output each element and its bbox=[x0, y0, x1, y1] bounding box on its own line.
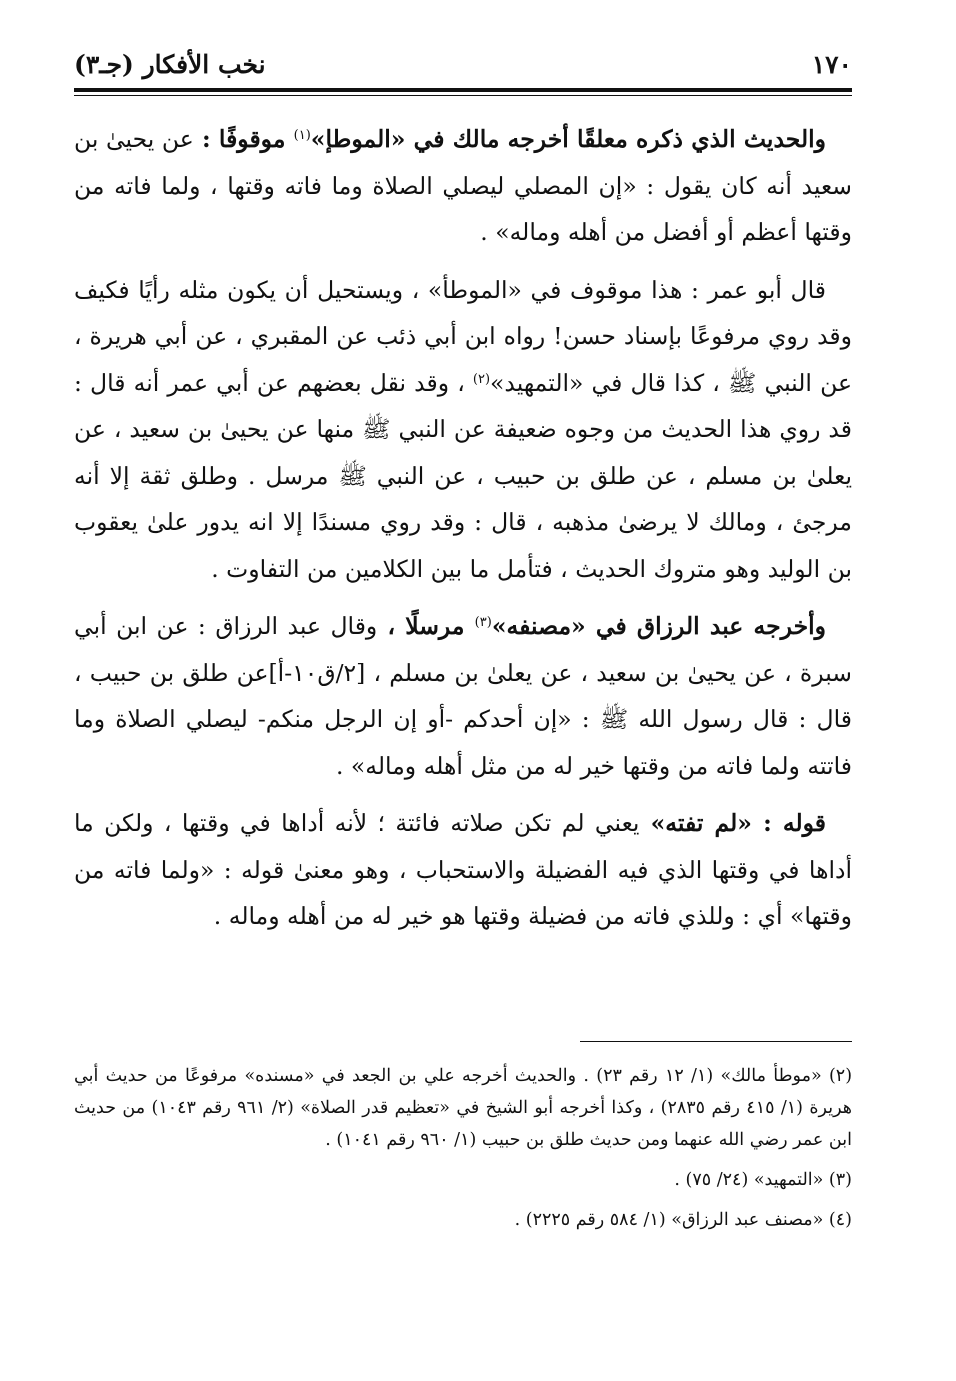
p3-heading-2: مرسلًا ، bbox=[377, 612, 475, 640]
footnote-ref-2: (٢) bbox=[472, 371, 491, 387]
p3-heading: وأخرجه عبد الرزاق في «مصنفه» bbox=[491, 612, 826, 640]
p3-text: وقال عبد الرزاق : عن ابن أبي سبرة ، عن يحيىٰ بن سعيد ، عن يعلىٰ بن مسلم ، [٢/ق١٠-أ]عن طلق بن حبيب ، قال : قال رسول الله ﷺ : «إن أحدكم -أو إن الرجل منكم- ليصلي الصلاة وما فاتته ولما فاته من وقتها خير له من مثل أهله وماله» . bbox=[74, 612, 852, 780]
header-rule-thick bbox=[74, 88, 852, 92]
footnotes bbox=[74, 1060, 852, 1244]
footnote-ref-1: (١) bbox=[293, 128, 311, 143]
page-number: ١٧٠ bbox=[811, 49, 852, 79]
paragraph-3 bbox=[74, 603, 852, 789]
paragraph-2 bbox=[74, 267, 852, 593]
p1-heading: والحديث الذي ذكره معلقًا أخرجه مالك في «الموطإ» bbox=[310, 125, 827, 153]
footnote-separator bbox=[580, 1041, 852, 1042]
footnote-4: (٤) «مصنف عبد الرزاق» (١/ ٥٨٤ رقم ٢٢٢٥) . bbox=[514, 1210, 852, 1230]
p4-heading: قوله : «لم تفته» bbox=[639, 809, 826, 837]
p4-text: يعني لم تكن صلاته فائتة ؛ لأنه أداها في وقتها ، ولكن ما أداها في وقتها الذي فيه الفضيلة والاستحباب ، وهو معنىٰ قوله : «ولما فاته من وقتها» أي : وللذي فاته من فضيلة وقتها هو خير له من أهله وماله . bbox=[74, 809, 852, 930]
main-text bbox=[74, 116, 852, 951]
p1-heading-2: موقوفًا : bbox=[193, 125, 294, 153]
header-rule-thin bbox=[74, 95, 852, 96]
footnote-ref-3: (٣) bbox=[474, 615, 492, 630]
paragraph-1 bbox=[74, 116, 852, 256]
p2-text-a: قال أبو عمر : هذا موقوف في «الموطأ» ، ويستحيل أن يكون مثله رأيًا فكيف وقد روي مرفوعًا بإسناد حسن! رواه ابن أبي ذئب عن المقبري ، عن أبي هريرة ، عن النبي ﷺ ، كذا قال في «التمهيد» bbox=[74, 275, 852, 397]
book-title: نخب الأفكار (جـ٣) bbox=[74, 49, 266, 79]
paragraph-4 bbox=[74, 800, 852, 940]
p2-text-b: ، وقد نقل بعضهم عن أبي عمر أنه قال : قد روي هذا الحديث من وجوه ضعيفة عن النبي ﷺ منها عن يحيىٰ بن سعيد ، عن يعلىٰ بن مسلم ، عن طلق بن حبيب ، عن النبي ﷺ مرسل . وطلق ثقة إلا أنه مرجئ ، ومالك لا يرضىٰ مذهبه ، قال : وقد روي مسندًا إلا انه يدور علىٰ يعقوب بن الوليد وهو متروك الحديث ، فتأمل ما بين الكلامين من التفاوت . bbox=[74, 368, 852, 583]
p1-text: عن يحيىٰ بن سعيد أنه كان يقول : «إن المصلي ليصلي الصلاة وما فاته وقتها ، ولما فاته من وقتها أعظم أو أفضل من أهله وماله» . bbox=[74, 125, 852, 246]
footnote-2: (٢) «موطأ مالك» (١/ ١٢ رقم ٢٣) . والحديث أخرجه علي بن الجعد في «مسنده» مرفوعًا من حديث أبي هريرة (١/ ٤١٥ رقم ٢٨٣٥) ، وكذا أخرجه أبو الشيخ في «تعظيم قدر الصلاة» (٢/ ٩٦١ رقم ١٠٤٣) من حديث ابن عمر رضي الله عنهما ومن حديث طلق بن حبيب (١/ ٩٦٠ رقم ١٠٤١) . bbox=[74, 1066, 853, 1150]
footnote-3: (٣) «التمهيد» (٢٤/ ٧٥) . bbox=[674, 1170, 852, 1190]
running-header bbox=[74, 44, 852, 84]
